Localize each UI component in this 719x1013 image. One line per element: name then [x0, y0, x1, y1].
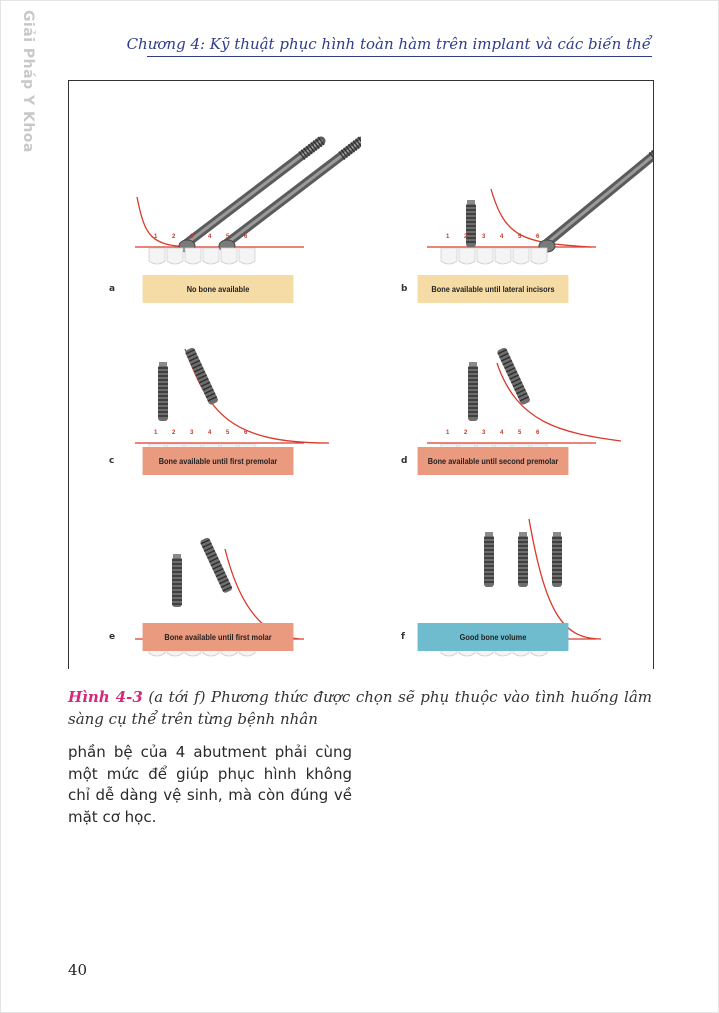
tilted-implant — [184, 347, 218, 406]
figure-panel-f — [361, 473, 653, 669]
tooth-number: 3 — [190, 430, 194, 436]
panel-illustration — [361, 77, 653, 273]
panel-illustration — [361, 273, 653, 469]
tooth-number: 5 — [518, 430, 522, 436]
tooth — [459, 248, 475, 264]
side-brand-text: Giải Pháp Y Khoa — [20, 10, 36, 153]
tooth-number: 1 — [154, 430, 158, 436]
tooth — [495, 248, 511, 264]
panel-letter: d — [401, 456, 408, 466]
tooth-number: 6 — [244, 430, 248, 436]
bone-contour — [529, 519, 601, 639]
figure-caption — [68, 686, 652, 730]
caption-text: (a tới f) Phương thức được chọn sẽ phụ thuộc vào tình huống lâm sàng cụ thể trên từng bệnh nhân — [68, 688, 653, 728]
figure — [68, 80, 654, 669]
tooth-number: 2 — [172, 430, 176, 436]
panel-illustration — [69, 273, 361, 469]
angled-screw — [539, 137, 653, 252]
straight-implant — [158, 362, 168, 421]
tooth-number: 2 — [464, 234, 468, 240]
straight-implant — [172, 554, 182, 607]
straight-implant — [484, 532, 494, 587]
tooth-number: 3 — [482, 430, 486, 436]
tilted-implant — [199, 537, 233, 594]
panel-label-a: No bone available — [143, 275, 294, 303]
tooth-number: 4 — [208, 234, 212, 240]
straight-implant — [552, 532, 562, 587]
tooth-number: 1 — [154, 234, 158, 240]
tooth — [239, 248, 255, 264]
page-number: 40 — [68, 961, 88, 979]
bone-contour — [137, 197, 189, 247]
tooth-number: 6 — [536, 234, 540, 240]
tooth — [167, 248, 183, 264]
tooth-number: 3 — [482, 234, 486, 240]
straight-implant — [518, 532, 528, 587]
body-paragraph: phần bệ của 4 abutment phải cùng một mức để giúp phục hình không chỉ dễ dàng vệ sinh, mà còn đúng về mặt cơ học. — [68, 743, 352, 826]
tooth — [149, 248, 165, 264]
figure-panel-c — [69, 277, 361, 473]
panel-letter: e — [109, 632, 116, 642]
title-rule — [147, 56, 652, 57]
panel-letter: b — [401, 284, 408, 294]
angled-screw — [179, 137, 324, 252]
tooth-number: 1 — [446, 234, 450, 240]
chapter-title: Chương 4: Kỹ thuật phục hình toàn hàm trên implant và các biến thể — [126, 35, 651, 53]
side-brand-watermark — [10, 10, 40, 162]
tooth-number: 4 — [208, 430, 212, 436]
panel-letter: a — [109, 284, 116, 294]
tooth-number: 2 — [172, 234, 176, 240]
tooth-number: 2 — [464, 430, 468, 436]
angled-screw — [219, 137, 361, 252]
straight-implant — [468, 362, 478, 421]
panel-label-e: Bone available until first molar — [143, 623, 294, 651]
tooth — [477, 248, 493, 264]
tooth-number: 4 — [500, 430, 504, 436]
tooth-number: 4 — [500, 234, 504, 240]
tooth — [221, 248, 237, 264]
teeth-row — [441, 248, 547, 264]
tooth — [203, 248, 219, 264]
tooth-number: 1 — [446, 430, 450, 436]
figure-panel-a — [69, 81, 361, 294]
panel-label-d: Bone available until second premolar — [418, 447, 569, 475]
tooth — [531, 248, 547, 264]
straight-implant — [466, 200, 476, 247]
panel-label-f: Good bone volume — [418, 623, 569, 651]
tooth — [513, 248, 529, 264]
tooth-number: 3 — [190, 234, 194, 240]
figure-number: Hình 4-3 — [68, 688, 143, 706]
panel-label-c: Bone available until first premolar — [143, 447, 294, 475]
tooth-number: 5 — [226, 234, 230, 240]
tooth-number: 6 — [536, 430, 540, 436]
teeth-row — [149, 248, 255, 264]
panel-letter: f — [401, 632, 405, 642]
panel-label-b: Bone available until lateral incisors — [418, 275, 569, 303]
tooth — [441, 248, 457, 264]
tooth — [185, 248, 201, 264]
panel-letter: c — [109, 456, 115, 466]
tooth-number: 5 — [226, 430, 230, 436]
tooth-number: 6 — [244, 234, 248, 240]
figure-panel-b — [361, 81, 653, 294]
panel-illustration — [69, 77, 361, 273]
tooth-number: 5 — [518, 234, 522, 240]
figure-panel-d — [361, 277, 653, 473]
figure-panel-e — [69, 473, 361, 669]
